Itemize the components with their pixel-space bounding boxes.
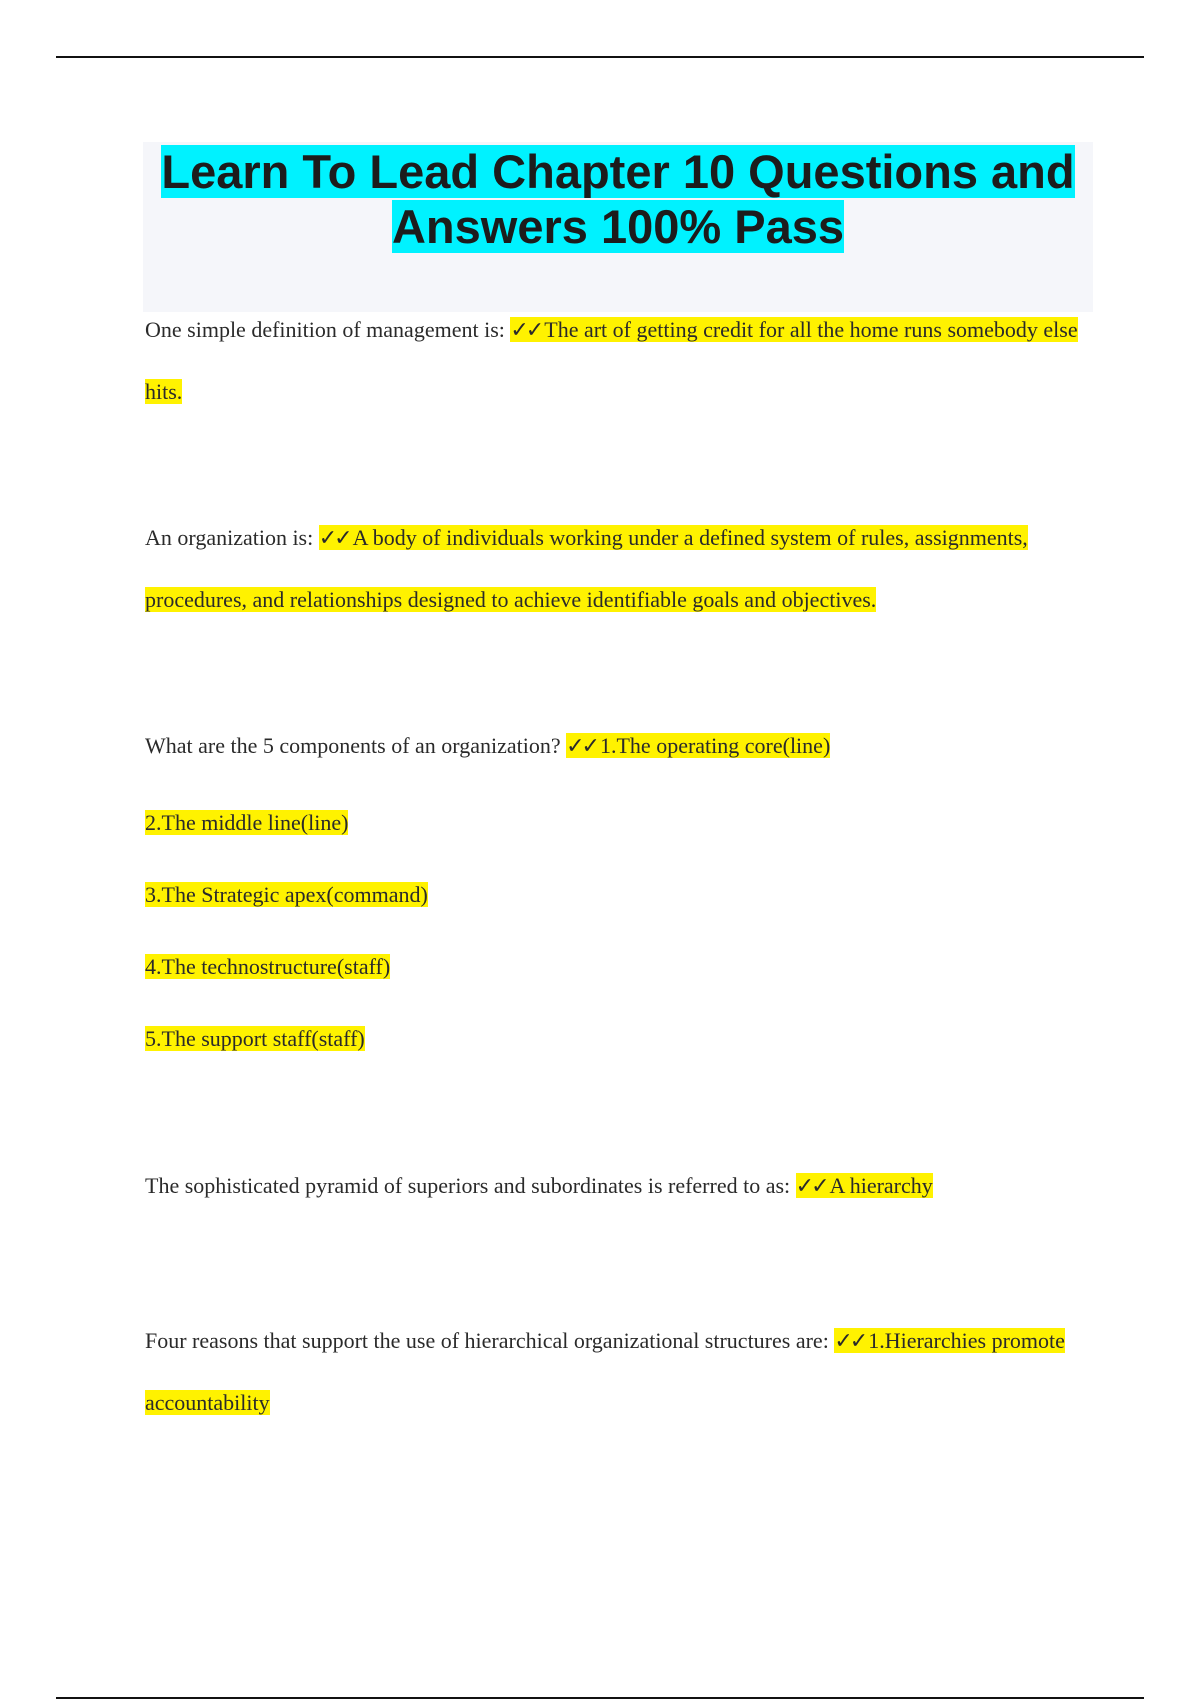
answer-text: 1.The operating core(line) bbox=[599, 733, 831, 758]
list-item bbox=[145, 952, 390, 982]
qa-item-hierarchy bbox=[145, 1171, 933, 1202]
document-title: Learn To Lead Chapter 10 Questions and Answers 100% Pass bbox=[161, 145, 1075, 253]
answer-line: 2.The middle line(line) bbox=[145, 810, 349, 835]
double-check-icon: ✓✓ bbox=[318, 526, 350, 551]
question-text: The sophisticated pyramid of superiors and subordinates is referred to as: bbox=[145, 1173, 791, 1198]
list-item bbox=[145, 808, 348, 838]
answer-highlight bbox=[796, 1173, 933, 1198]
qa-item-hierarchical-reasons bbox=[145, 1310, 1105, 1433]
answer-line: 4.The technostructure(staff) bbox=[145, 954, 391, 979]
list-item bbox=[145, 1024, 365, 1054]
bottom-rule bbox=[56, 1697, 1144, 1699]
answer-text: The art of getting credit for all the home runs somebody else hits. bbox=[145, 317, 1078, 404]
qa-item-management bbox=[145, 299, 1105, 422]
answer-text: A hierarchy bbox=[829, 1173, 933, 1198]
question-text: One simple definition of management is: bbox=[145, 317, 505, 342]
question-text: An organization is: bbox=[145, 525, 314, 550]
qa-item-components bbox=[145, 731, 830, 762]
answer-highlight bbox=[566, 733, 830, 758]
top-rule bbox=[56, 56, 1144, 58]
answer-line: 5.The support staff(staff) bbox=[145, 1026, 365, 1051]
double-check-icon: ✓✓ bbox=[510, 318, 542, 343]
double-check-icon: ✓✓ bbox=[834, 1329, 866, 1354]
double-check-icon: ✓✓ bbox=[795, 1174, 827, 1199]
answer-text: A body of individuals working under a defined system of rules, assignments, procedures, and relationships designed to achieve identifiable goals and objectives. bbox=[145, 525, 1028, 612]
qa-item-organization bbox=[145, 507, 1105, 630]
list-item bbox=[145, 880, 428, 910]
answer-text: 1.Hierarchies promote accountability bbox=[145, 1328, 1065, 1415]
question-text: What are the 5 components of an organization? bbox=[145, 733, 561, 758]
question-text: Four reasons that support the use of hierarchical organizational structures are: bbox=[145, 1328, 829, 1353]
answer-line: 3.The Strategic apex(command) bbox=[145, 882, 428, 907]
double-check-icon: ✓✓ bbox=[566, 734, 597, 759]
